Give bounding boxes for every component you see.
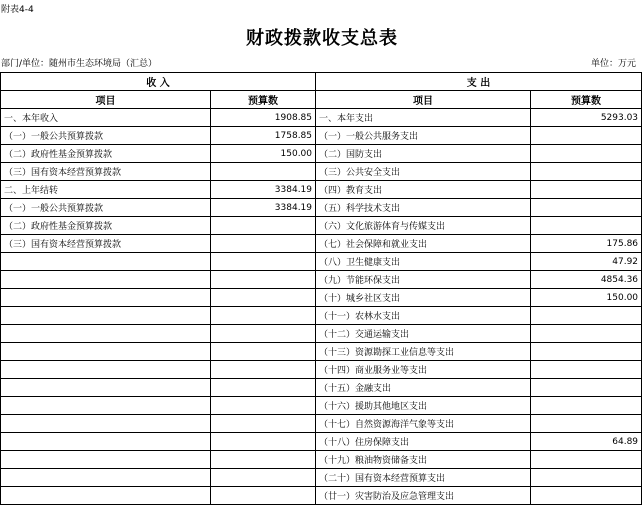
income-amount-cell bbox=[211, 253, 316, 271]
income-item-cell: （二）政府性基金预算拨款 bbox=[1, 145, 211, 163]
table-row bbox=[1, 487, 642, 505]
expense-item-cell: （十四）商业服务业等支出 bbox=[316, 361, 531, 379]
income-item-cell bbox=[1, 307, 211, 325]
table-row bbox=[1, 199, 642, 217]
expense-amount-cell bbox=[531, 361, 642, 379]
income-amount-cell: 3384.19 bbox=[211, 181, 316, 199]
income-item-cell: （一）一般公共预算拨款 bbox=[1, 199, 211, 217]
income-item-cell bbox=[1, 271, 211, 289]
expense-amount-cell bbox=[531, 397, 642, 415]
expense-item-cell: （八）卫生健康支出 bbox=[316, 253, 531, 271]
income-amount-cell: 150.00 bbox=[211, 145, 316, 163]
expense-amount-cell: 150.00 bbox=[531, 289, 642, 307]
income-header: 收 入 bbox=[1, 73, 316, 91]
expense-item-cell: （一）一般公共服务支出 bbox=[316, 127, 531, 145]
expense-amount-cell bbox=[531, 307, 642, 325]
income-item-cell: 二、上年结转 bbox=[1, 181, 211, 199]
income-amount-cell: 1908.85 bbox=[211, 109, 316, 127]
department-label: 部门/单位：随州市生态环境局（汇总） bbox=[1, 59, 158, 69]
table-row bbox=[1, 235, 642, 253]
expense-amount-cell bbox=[531, 181, 642, 199]
expense-item-cell: （五）科学技术支出 bbox=[316, 199, 531, 217]
expense-item-cell: （十八）住房保障支出 bbox=[316, 433, 531, 451]
expense-amount-cell bbox=[531, 325, 642, 343]
table-row bbox=[1, 307, 642, 325]
budget-table bbox=[0, 72, 642, 505]
expense-item-cell: （十五）金融支出 bbox=[316, 379, 531, 397]
table-row bbox=[1, 163, 642, 181]
expense-amount-cell: 5293.03 bbox=[531, 109, 642, 127]
income-item-cell: （二）政府性基金预算拨款 bbox=[1, 217, 211, 235]
table-row bbox=[1, 415, 642, 433]
expense-amount-cell bbox=[531, 487, 642, 505]
expense-item-cell: （十一）农林水支出 bbox=[316, 307, 531, 325]
income-amount-cell bbox=[211, 469, 316, 487]
unit-label: 单位：万元 bbox=[590, 59, 636, 69]
income-item-cell bbox=[1, 415, 211, 433]
income-item-cell bbox=[1, 289, 211, 307]
income-amount-cell: 1758.85 bbox=[211, 127, 316, 145]
expense-item-cell: （廿一）灾害防治及应急管理支出 bbox=[316, 487, 531, 505]
income-item-cell bbox=[1, 433, 211, 451]
expense-amount-cell: 4854.36 bbox=[531, 271, 642, 289]
income-item-cell bbox=[1, 325, 211, 343]
expense-amount-cell bbox=[531, 451, 642, 469]
income-amount-cell bbox=[211, 397, 316, 415]
page-title: 财政拨款收支总表 bbox=[246, 28, 398, 49]
expense-item-cell: （十）城乡社区支出 bbox=[316, 289, 531, 307]
table-row bbox=[1, 451, 642, 469]
expense-amount-cell bbox=[531, 469, 642, 487]
expense-item-cell: （六）文化旅游体育与传媒支出 bbox=[316, 217, 531, 235]
expense-amount-cell: 47.92 bbox=[531, 253, 642, 271]
expense-budget-header: 预算数 bbox=[531, 91, 642, 109]
table-row bbox=[1, 469, 642, 487]
expense-amount-cell bbox=[531, 163, 642, 181]
income-item-cell: （三）国有资本经营预算拨款 bbox=[1, 163, 211, 181]
income-amount-cell bbox=[211, 271, 316, 289]
expense-amount-cell bbox=[531, 379, 642, 397]
expense-item-cell: （二十）国有资本经营预算支出 bbox=[316, 469, 531, 487]
table-row bbox=[1, 397, 642, 415]
income-amount-cell bbox=[211, 433, 316, 451]
table-row bbox=[1, 433, 642, 451]
income-amount-cell bbox=[211, 451, 316, 469]
expense-item-header: 项目 bbox=[316, 91, 531, 109]
expense-item-cell: （三）公共安全支出 bbox=[316, 163, 531, 181]
table-row bbox=[1, 343, 642, 361]
income-amount-cell bbox=[211, 325, 316, 343]
income-amount-cell bbox=[211, 307, 316, 325]
expense-item-cell: （二）国防支出 bbox=[316, 145, 531, 163]
expense-item-cell: （九）节能环保支出 bbox=[316, 271, 531, 289]
income-item-cell bbox=[1, 361, 211, 379]
income-amount-cell bbox=[211, 163, 316, 181]
table-row bbox=[1, 109, 642, 127]
income-item-cell bbox=[1, 343, 211, 361]
table-row bbox=[1, 253, 642, 271]
income-item-cell: 一、本年收入 bbox=[1, 109, 211, 127]
income-amount-cell: 3384.19 bbox=[211, 199, 316, 217]
expense-item-cell: （十六）援助其他地区支出 bbox=[316, 397, 531, 415]
table-row bbox=[1, 325, 642, 343]
expense-amount-cell bbox=[531, 217, 642, 235]
table-row bbox=[1, 127, 642, 145]
income-amount-cell bbox=[211, 235, 316, 253]
income-item-cell bbox=[1, 469, 211, 487]
income-item-cell bbox=[1, 379, 211, 397]
table-row bbox=[1, 217, 642, 235]
expense-item-cell: （十七）自然资源海洋气象等支出 bbox=[316, 415, 531, 433]
income-amount-cell bbox=[211, 487, 316, 505]
expense-item-cell: （七）社会保障和就业支出 bbox=[316, 235, 531, 253]
expense-amount-cell bbox=[531, 145, 642, 163]
table-row bbox=[1, 289, 642, 307]
income-amount-cell bbox=[211, 289, 316, 307]
expense-item-cell: （十三）资源勘探工业信息等支出 bbox=[316, 343, 531, 361]
appendix-label: 附表4-4 bbox=[1, 5, 34, 15]
table-row bbox=[1, 181, 642, 199]
income-item-cell bbox=[1, 253, 211, 271]
table-row bbox=[1, 379, 642, 397]
table-row bbox=[1, 145, 642, 163]
income-amount-cell bbox=[211, 343, 316, 361]
expense-amount-cell: 64.89 bbox=[531, 433, 642, 451]
expense-item-cell: （四）教育支出 bbox=[316, 181, 531, 199]
income-amount-cell bbox=[211, 379, 316, 397]
expense-item-cell: （十九）粮油物资储备支出 bbox=[316, 451, 531, 469]
income-budget-header: 预算数 bbox=[211, 91, 316, 109]
income-item-cell bbox=[1, 487, 211, 505]
income-amount-cell bbox=[211, 217, 316, 235]
income-item-header: 项目 bbox=[1, 91, 211, 109]
table-row bbox=[1, 271, 642, 289]
expense-amount-cell bbox=[531, 199, 642, 217]
income-item-cell: （三）国有资本经营预算拨款 bbox=[1, 235, 211, 253]
table-row bbox=[1, 361, 642, 379]
income-amount-cell bbox=[211, 415, 316, 433]
expense-item-cell: （十二）交通运输支出 bbox=[316, 325, 531, 343]
expense-header: 支 出 bbox=[316, 73, 642, 91]
income-item-cell bbox=[1, 451, 211, 469]
expense-amount-cell bbox=[531, 415, 642, 433]
expense-amount-cell bbox=[531, 343, 642, 361]
income-item-cell bbox=[1, 397, 211, 415]
income-amount-cell bbox=[211, 361, 316, 379]
expense-item-cell: 一、本年支出 bbox=[316, 109, 531, 127]
expense-amount-cell: 175.86 bbox=[531, 235, 642, 253]
expense-amount-cell bbox=[531, 127, 642, 145]
income-item-cell: （一）一般公共预算拨款 bbox=[1, 127, 211, 145]
